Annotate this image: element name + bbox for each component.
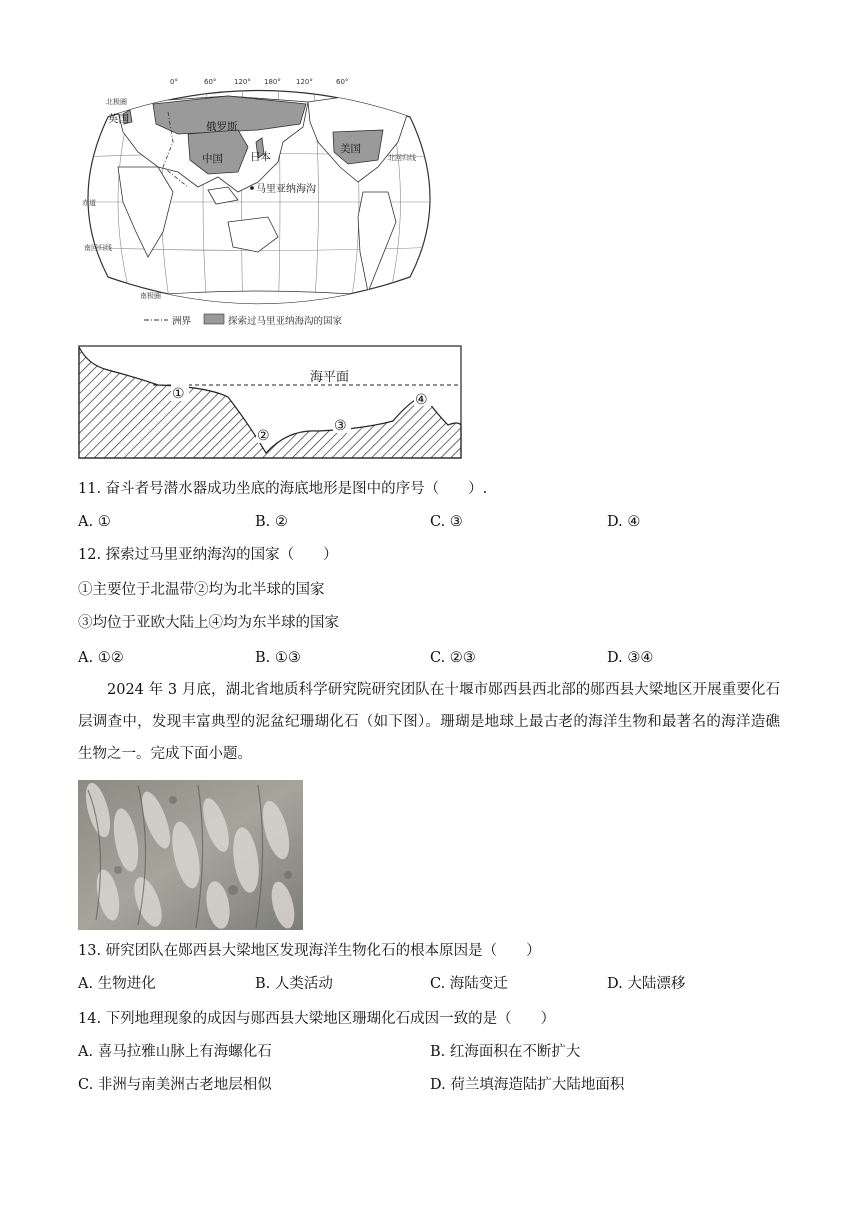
sea-level-label: 海平面 [310,370,350,385]
question-13-option-d[interactable]: D. 大陆漂移 [607,976,686,992]
lat-label: 赤道 [82,199,96,207]
legend-boundary-label: 洲界 [172,316,192,327]
question-11-option-d[interactable]: D. ④ [607,514,641,530]
question-12-option-b[interactable]: B. ①③ [255,650,301,666]
country-label-usa: 美国 [340,143,361,155]
lon-label: 120° [234,78,251,86]
seafloor-profile-figure [78,345,462,460]
legend-explored-swatch [204,314,224,324]
lat-label: 南极圈 [140,292,161,300]
lon-label: 180° [264,78,281,86]
lon-label: 60° [336,78,349,86]
country-label-russia: 俄罗斯 [206,121,238,133]
profile-marker-4: ④ [415,392,428,408]
profile-marker-2: ② [257,428,270,444]
question-12-option-d[interactable]: D. ③④ [607,650,654,666]
question-14-option-b[interactable]: B. 红海面积在不断扩大 [430,1044,581,1060]
lon-label: 0° [170,78,178,86]
question-14-option-d[interactable]: D. 荷兰填海造陆扩大陆地面积 [430,1077,625,1093]
lat-label: 北极圈 [106,98,127,106]
question-11-option-c[interactable]: C. ③ [430,514,463,530]
question-11-option-b[interactable]: B. ② [255,514,288,530]
seafloor-profile-svg [78,345,462,460]
coral-fossil-image [78,780,303,930]
coral-fossil-photo [78,780,303,930]
question-12-stem: 12. 探索过马里亚纳海沟的国家（ ） [78,547,338,563]
world-map-svg [78,72,440,328]
profile-marker-1: ① [172,386,185,402]
question-14-stem: 14. 下列地理现象的成因与郧西县大梁地区珊瑚化石成因一致的是（ ） [78,1011,556,1027]
lon-label: 60° [204,78,217,86]
country-label-china: 中国 [202,153,223,165]
lat-label: 南回归线 [84,244,112,252]
country-label-uk: 英国 [108,113,129,125]
question-12-option-a[interactable]: A. ①② [78,650,124,666]
question-13-option-a[interactable]: A. 生物进化 [78,976,156,992]
country-label-japan: 日本 [250,151,271,163]
question-11-option-a[interactable]: A. ① [78,514,111,530]
question-12-option-c[interactable]: C. ②③ [430,650,476,666]
lon-label: 120° [296,78,313,86]
lat-label: 北回归线 [388,154,416,162]
question-13-option-c[interactable]: C. 海陆变迁 [430,976,508,992]
legend-explored-label: 探索过马里亚纳海沟的国家 [228,316,343,327]
profile-marker-3: ③ [334,418,347,434]
world-map-figure [78,72,440,328]
question-12-statement-2: ③均位于亚欧大陆上④均为东半球的国家 [78,615,339,631]
trench-dot [250,186,254,190]
question-12-statement-1: ①主要位于北温带②均为北半球的国家 [78,582,325,598]
question-14-option-a[interactable]: A. 喜马拉雅山脉上有海螺化石 [78,1044,272,1060]
passage-text: 2024 年 3 月底，湖北省地质科学研究院研究团队在十堰市郧西县西北部的郧西县大梁地区开展重要化石层调查中，发现丰富典型的泥盆纪珊瑚化石（如下图）。珊瑚是地球上最古老的海洋生物和最著名的海洋造礁生物之一。完成下面小题。 [78,682,780,762]
question-11-stem: 11. 奋斗者号潜水器成功坐底的海底地形是图中的序号（ ）. [78,481,488,497]
question-13-option-b[interactable]: B. 人类活动 [255,976,333,992]
trench-label: 马里亚纳海沟 [256,184,316,195]
question-13-stem: 13. 研究团队在郧西县大梁地区发现海洋生物化石的根本原因是（ ） [78,943,541,959]
question-14-option-c[interactable]: C. 非洲与南美洲古老地层相似 [78,1077,272,1093]
